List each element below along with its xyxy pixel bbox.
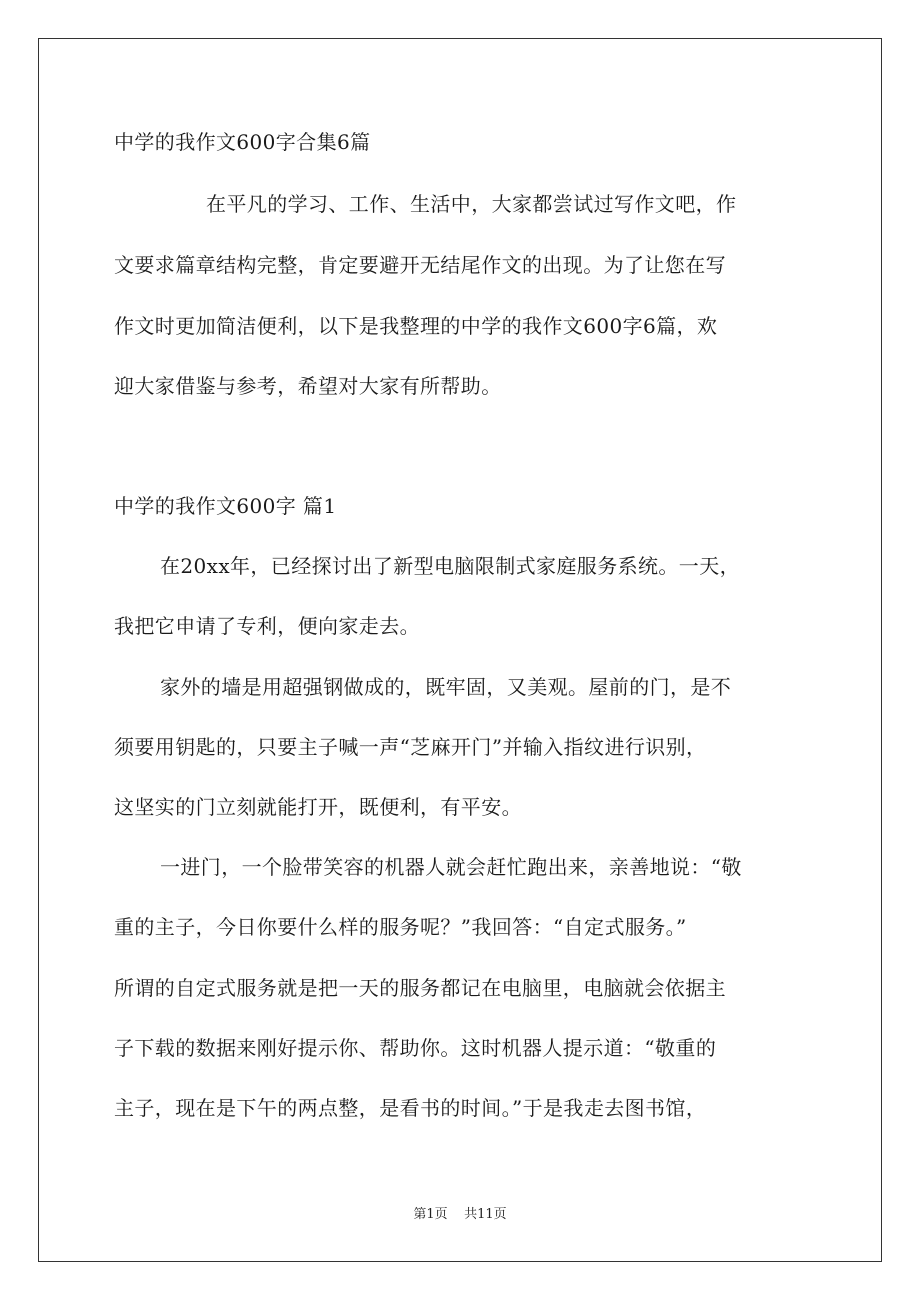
document-title: 中学的我作文600字合集6篇	[114, 130, 371, 154]
intro-line-2: 文要求篇章结构完整，肯定要避开无结尾作文的出现。为了让您在写	[114, 253, 726, 277]
body-line-1: 在20xx年，已经探讨出了新型电脑限制式家庭服务系统。一天，	[160, 554, 741, 578]
page-border	[38, 38, 882, 1262]
body-line-7: 重的主子，今日你要什么样的服务呢？”我回答：“自定式服务。”	[114, 915, 687, 939]
body-line-3: 家外的墙是用超强钢做成的，既牢固，又美观。屋前的门，是不	[160, 675, 732, 699]
body-line-4: 须要用钥匙的，只要主子喊一声“芝麻开门”并输入指纹进行识别，	[114, 735, 707, 759]
page-number-footer: 第1页 共11页	[413, 1207, 507, 1222]
intro-line-3: 作文时更加简洁便利，以下是我整理的中学的我作文600字6篇，欢	[114, 314, 718, 338]
body-line-9: 子下载的数据来刚好提示你、帮助你。这时机器人提示道：“敬重的	[114, 1036, 717, 1060]
intro-line-1: 在平凡的学习、工作、生活中，大家都尝试过写作文吧，作	[206, 192, 737, 216]
body-line-5: 这坚实的门立刻就能打开，既便利，有平安。	[114, 795, 522, 819]
body-line-6: 一进门，一个脸带笑容的机器人就会赶忙跑出来，亲善地说：“敬	[160, 855, 742, 879]
body-line-8: 所谓的自定式服务就是把一天的服务都记在电脑里，电脑就会依据主	[114, 976, 726, 1000]
body-line-2: 我把它申请了专利，便向家走去。	[114, 614, 420, 638]
intro-line-4: 迎大家借鉴与参考，希望对大家有所帮助。	[114, 374, 502, 398]
section-heading: 中学的我作文600字 篇1	[114, 494, 337, 518]
body-line-10: 主子，现在是下午的两点整，是看书的时间。”于是我走去图书馆，	[114, 1096, 707, 1120]
